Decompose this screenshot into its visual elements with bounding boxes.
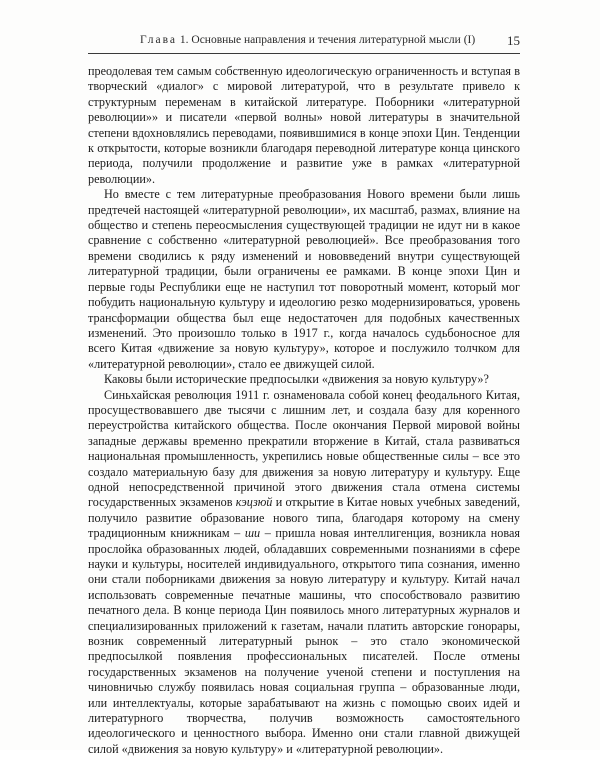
text-run: и открытие в Китае новых учебных заведений, получило развитие образование нового типа, благодаря которому на смену традиционным книжникам – xyxy=(88,495,520,541)
italic-term: ши xyxy=(244,526,261,541)
paragraph-1 xyxy=(88,64,520,187)
running-head xyxy=(88,34,520,50)
chapter-heading xyxy=(140,34,475,46)
chapter-title: Основные направления и течения литературной мысли (I) xyxy=(191,34,476,46)
chapter-number: 1. xyxy=(179,34,189,46)
text-run: – пришла новая интеллигенция, возникла новая прослойка образованных людей, обладавших современными познаниями в сфере науки и культуры, носителей индивидуального, открытого типа сознания, именно они стали поборниками движения за новую литературу и культуру. Китай начал использовать современные печатные машины, что способствовало развитию печатного дела. В конце периода Цин появилось много литературных журналов и специализированных приложений к газетам, начали платить авторские гонорары, возник современный литературный рынок – это стало экономической предпосылкой появления профессиональных писателей. После отмены государственных экзаменов на получение ученой степени и поступления на чиновничью службу появилась новая социальная группа – образованные люди, или интеллектуалы, которые зарабатывают на жизнь с помощью своих идей и литературного творчества, получив возможность самостоятельного идеологического и ценностного выбора. Именно они стали главной движущей силой «движения за новую культуру» и «литературной революции». xyxy=(88,526,520,756)
text-run: Но вместе с тем литературные преобразования Нового времени были лишь предтечей настоящей «литературной революции», их масштаб, размах, влияние на общество и степень переосмысления существующей традиции не идут ни в какое сравнение с собственно «литературной революцией». Все преобразования того времени сводились к ряду изменений и нововведений внутри существующей литературной традиции, были ограничены ее рамками. В конце эпохи Цин и первые годы Республики еще не наступил тот поворотный момент, который мог побудить национальную культуру и идеологию резко модернизироваться, уровень трансформации общества был еще недостаточен для подобных качественных изменений. Это произошло только в 1917 г., когда началось судьбоносное для всего Китая «движение за новую культуру», которое и послужило толчком для «литературной революции», стало ее движущей силой. xyxy=(88,187,520,371)
paragraph-2 xyxy=(88,187,520,372)
paragraph-4 xyxy=(88,388,520,757)
text-run: преодолевая тем самым собственную идеологическую ограниченность и вступая в творческий «диалог» с мировой литературой, что в результате привело к структурным переменам в китайской литературе. Поборники «литературной революции»» и писатели «первой волны» новой литературы в значительной степени вдохновлялись переводами, появившимися в конце эпохи Цин. Тенденции к открытости, которые возникли благодаря переводной литературе конца цинского периода, получили продолжение и развитие уже в рамках «литературной революции». xyxy=(88,64,520,186)
italic-term: кэцзюй xyxy=(235,495,273,510)
header-rule xyxy=(88,53,520,54)
text-run: Каковы были исторические предпосылки «движения за новую культуру»? xyxy=(104,372,489,387)
body-text xyxy=(88,64,520,757)
chapter-word: Глава xyxy=(140,34,178,46)
text-run: Синьхайская революция 1911 г. ознаменовала собой конец феодального Китая, просуществовавшего две тысячи с лишним лет, и создала базу для коренного переустройства китайского общества. После окончания Первой мировой войны западные державы временно прекратили вторжение в Китай, стала развиваться национальная промышленность, укрепились новые общественные силы – все это создало материальную базу для движения за новую литературу и культуру. Еще одной непосредственной причиной этого движения стала отмена системы государственных экзаменов xyxy=(88,387,520,510)
page-number: 15 xyxy=(507,33,520,48)
paragraph-3 xyxy=(88,372,520,387)
